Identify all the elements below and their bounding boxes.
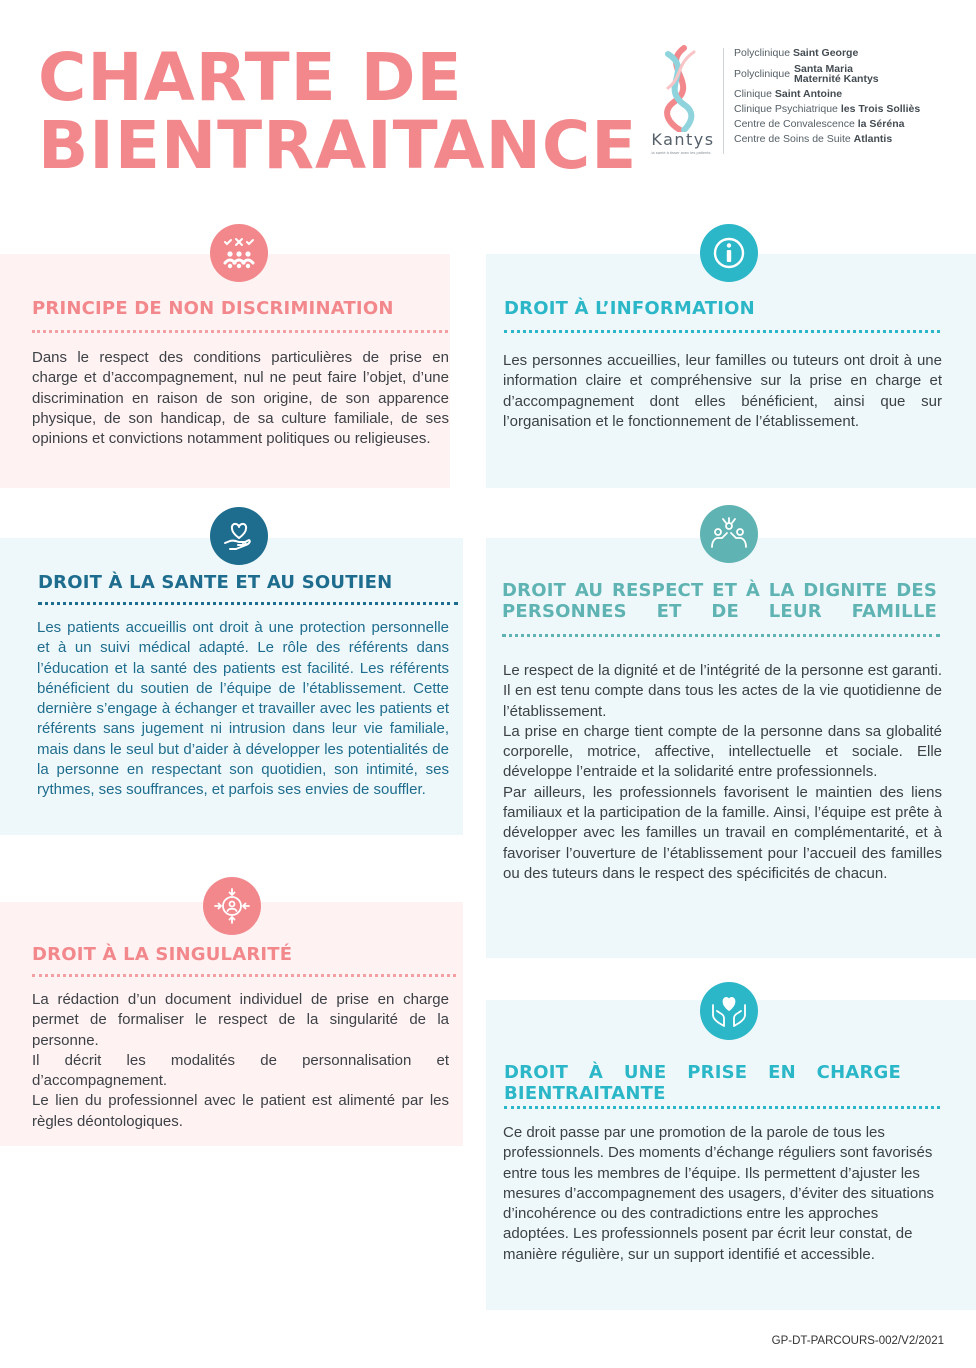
title-line-2: BIENTRAITANCE — [38, 107, 638, 184]
section-title: PRINCIPE DE NON DISCRIMINATION — [32, 298, 394, 319]
title-divider — [38, 602, 458, 605]
logo-tagline: la santé à tisser avec les patients — [651, 150, 711, 155]
title-divider — [32, 974, 456, 977]
title-divider — [502, 634, 940, 637]
clinic-item: Centre de Soins de Suite Atlantis — [734, 133, 893, 145]
title-divider — [504, 330, 940, 333]
section-body: La rédaction d’un document individuel de prise en charge permet de formaliser le respect de la singularité de la personne. Il décrit les modalités de personnalisation et d’accompagnement. Le lien du professionnel avec le patient est alimenté par les règles déontologiques. — [32, 991, 449, 1130]
dna-logo-icon — [654, 44, 706, 132]
section-body: Dans le respect des conditions particulières de prise en charge et d’accompagnement, nul ne peut faire l’objet, d’une discrimination en raison de son origine, de son apparence physique, de son handicap, de sa culture familiale, de ses opinions et convictions notamment politiques ou religieuses. — [32, 349, 449, 448]
people-choice-icon — [210, 224, 268, 282]
caring-hands-icon — [700, 982, 758, 1040]
section-body: Le respect de la dignité et de l’intégrité de la personne est garanti. Il en est tenu compte dans tous les actes de la vie quotidienne de l’établissement. La prise en charge tient compte de la personne dans sa globalité corporelle, motrice, affective, intellectuelle et sociale. Elle développe l’entraide et la solidarité entre professionnels. Par ailleurs, les professionnels favorisent le maintien des liens familiaux et la participation de la famille. Ainsi, l’équipe est prête à développer avec les familles un travail en complémentarité, et à favoriser l’ouverture de l’établissement pour l’accueil des familles ou des tuteurs dans le respect des spécificités de chacun. — [503, 662, 942, 882]
group-support-icon — [700, 505, 758, 563]
title-divider — [32, 330, 448, 333]
section-body: Les personnes accueillies, leur familles ou tuteurs ont droit à une information claire et compréhensive sur la prise en charge et d’accompagnement dont elles bénéficient, ainsi que sur l’organisation et le fonctionnement de l’établissement. — [503, 352, 942, 430]
section-title: DROIT À UNE PRISE EN CHARGE BIENTRAITANTE — [504, 1062, 901, 1104]
logo-name: Kantys — [651, 130, 715, 149]
section-body: Les patients accueillis ont droit à une protection personnelle et à un suivi médical adapté. Le rôle des référents dans l’éducation et la santé des patients est facilité. Les référents bénéficient du soutien de l’équipe de l’établissement. Cette dernière s’engage à échanger et travailler avec les patients et référents sans jugement ni intrusion dans leur vie familiale, mais dans le seul but d’aider à développer les potentialités de la personne en respectant son quotidien, son intimité, ses rythmes, ses souffrances, et parfois ses envies de souffler. — [37, 619, 449, 799]
section-title: DROIT À LA SANTE ET AU SOUTIEN — [38, 572, 393, 593]
section-title: DROIT À L’INFORMATION — [504, 298, 755, 319]
logo-divider — [723, 48, 724, 154]
kantys-logo — [644, 42, 944, 162]
page-title — [38, 39, 638, 184]
document-reference: GP-DT-PARCOURS-002/V2/2021 — [771, 1335, 944, 1347]
person-target-icon — [203, 877, 261, 935]
title-line-1: CHARTE DE — [38, 39, 463, 116]
clinic-item: Clinique Psychiatrique les Trois Solliès — [734, 103, 921, 115]
clinic-item: Polyclinique Saint George — [734, 47, 859, 59]
clinic-item: Clinique Saint Antoine — [734, 88, 843, 100]
clinic-item: Polyclinique Santa Maria Maternité Kantys — [734, 63, 879, 85]
section-title: DROIT À LA SINGULARITÉ — [32, 944, 293, 965]
clinic-item: Centre de Convalescence la Séréna — [734, 118, 905, 130]
heart-hand-icon — [210, 507, 268, 565]
info-icon — [700, 224, 758, 282]
title-divider — [504, 1106, 940, 1109]
clinic-list — [734, 46, 949, 147]
section-body: Ce droit passe par une promotion de la parole de tous les professionnels. Des moments d’échange réguliers sont favorisés entre tous les membres de l’équipe. Ils permettent d’ajuster les mesures d’accompagnement des usagers, d’éviter des situations d’incohérence ou des contradictions entre les approches adoptées. Les professionnels posent par écrit leur constat, de manière régulière, sur un support identifié et accessible. — [503, 1124, 935, 1263]
section-title: DROIT AU RESPECT ET À LA DIGNITE DES PERSONNES ET DE LEUR FAMILLE — [502, 580, 937, 622]
